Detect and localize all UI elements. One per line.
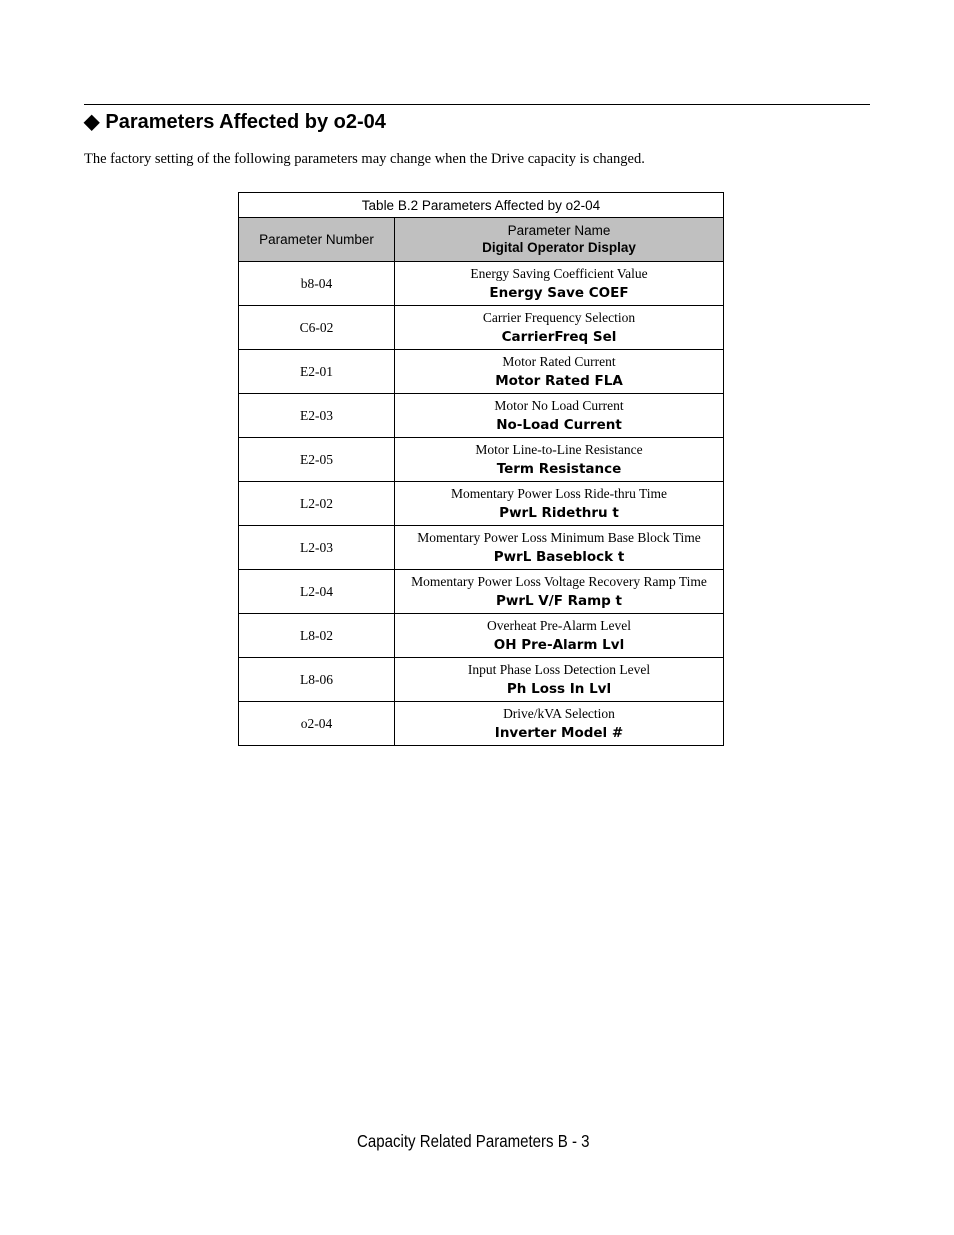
operator-display-name: No-Load Current: [496, 416, 622, 433]
parameter-name: Drive/kVA Selection: [503, 705, 615, 721]
operator-display-name: Term Resistance: [496, 460, 622, 477]
parameter-name: Momentary Power Loss Voltage Recovery Ramp Time: [411, 573, 707, 589]
header-parameter-name: [395, 218, 724, 262]
parameter-name-cell: [395, 262, 724, 306]
parameter-name: Motor Line-to-Line Resistance: [475, 441, 643, 457]
parameter-name: Momentary Power Loss Ride-thru Time: [451, 485, 667, 501]
section-rule: [84, 104, 870, 105]
operator-display-name: CarrierFreq Sel: [501, 328, 617, 345]
parameter-name-cell: [395, 702, 724, 746]
parameter-number-cell: E2-05: [239, 438, 395, 482]
operator-display-name: PwrL Baseblock t: [493, 548, 625, 565]
diamond-bullet-icon: ◆: [84, 111, 100, 133]
table-row: [239, 702, 724, 746]
operator-display-name: Inverter Model #: [494, 724, 624, 741]
table-row: [239, 614, 724, 658]
operator-display-name: Ph Loss In Lvl: [506, 680, 612, 697]
table-row: [239, 482, 724, 526]
parameters-table: [238, 192, 724, 746]
table-row: [239, 262, 724, 306]
parameter-name-cell: [395, 658, 724, 702]
table-row: [239, 570, 724, 614]
parameter-name: Energy Saving Coefficient Value: [470, 265, 648, 281]
table-row: [239, 350, 724, 394]
table-body: [239, 262, 724, 746]
parameter-number-cell: b8-04: [239, 262, 395, 306]
header-parameter-number: Parameter Number: [239, 218, 395, 262]
parameter-number-cell: C6-02: [239, 306, 395, 350]
parameter-name: Overheat Pre-Alarm Level: [487, 617, 631, 633]
parameter-name: Motor Rated Current: [502, 353, 616, 369]
page-footer: Capacity Related Parameters B - 3: [357, 1131, 590, 1151]
parameter-name: Carrier Frequency Selection: [482, 309, 636, 325]
operator-display-name: Motor Rated FLA: [495, 372, 623, 389]
parameter-number-cell: E2-01: [239, 350, 395, 394]
table-caption: Table B.2 Parameters Affected by o2-04: [239, 193, 724, 218]
parameter-number-cell: L8-06: [239, 658, 395, 702]
header-display-label: Digital Operator Display: [482, 240, 636, 255]
parameter-number-cell: o2-04: [239, 702, 395, 746]
parameter-name-cell: [395, 526, 724, 570]
section-title: Parameters Affected by o2-04: [105, 111, 386, 133]
parameter-name-cell: [395, 570, 724, 614]
parameter-name: Momentary Power Loss Minimum Base Block Time: [417, 529, 701, 545]
parameter-number-cell: E2-03: [239, 394, 395, 438]
parameter-name: Motor No Load Current: [494, 397, 624, 413]
parameter-number-cell: L2-02: [239, 482, 395, 526]
operator-display-name: PwrL Ridethru t: [499, 504, 619, 521]
table-row: [239, 306, 724, 350]
operator-display-name: PwrL V/F Ramp t: [495, 592, 622, 609]
operator-display-name: Energy Save COEF: [489, 284, 629, 301]
table-row: [239, 526, 724, 570]
parameter-number-cell: L2-04: [239, 570, 395, 614]
parameter-name: Input Phase Loss Detection Level: [467, 661, 651, 677]
parameter-number-cell: L8-02: [239, 614, 395, 658]
parameter-name-cell: [395, 350, 724, 394]
table-caption-row: [239, 193, 724, 218]
section-heading: [84, 109, 386, 134]
operator-display-name: OH Pre-Alarm Lvl: [493, 636, 625, 653]
table-row: [239, 658, 724, 702]
parameter-name-cell: [395, 482, 724, 526]
header-name-label: Parameter Name: [507, 223, 611, 238]
parameter-name-cell: [395, 394, 724, 438]
intro-paragraph: The factory setting of the following parameters may change when the Drive capacity is changed.: [84, 151, 645, 167]
table-header-row: [239, 218, 724, 262]
table-row: [239, 394, 724, 438]
table-row: [239, 438, 724, 482]
parameter-number-cell: L2-03: [239, 526, 395, 570]
parameter-name-cell: [395, 306, 724, 350]
parameter-name-cell: [395, 438, 724, 482]
parameter-name-cell: [395, 614, 724, 658]
